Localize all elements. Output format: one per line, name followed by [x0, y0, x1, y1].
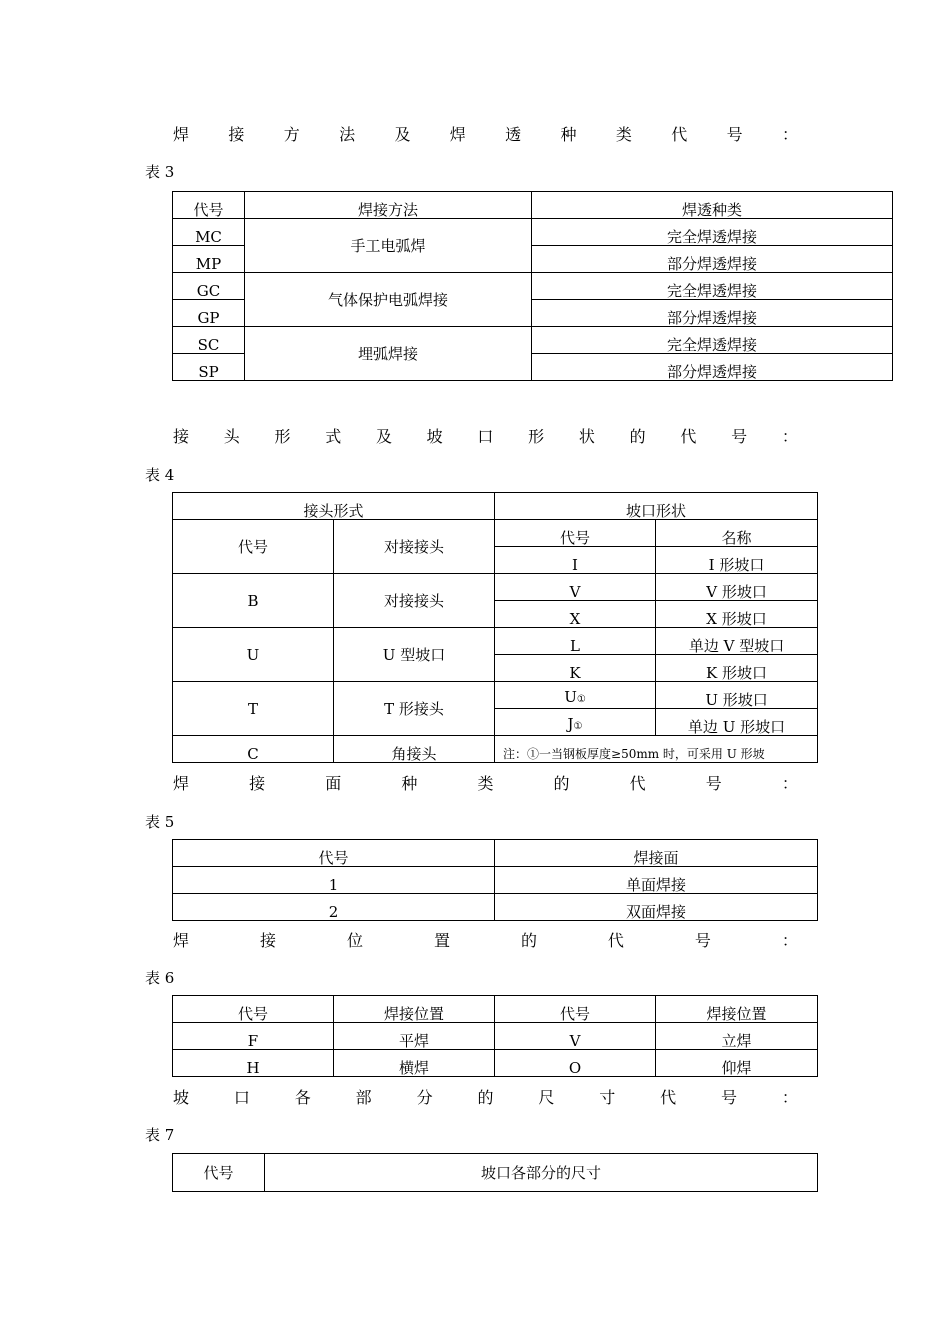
type-cell: 部分焊透焊接 [532, 300, 893, 327]
type-cell: 部分焊透焊接 [532, 246, 893, 273]
header-type: 焊透种类 [532, 192, 893, 219]
heading-char: 代 [629, 774, 646, 793]
heading-char: 号 [721, 1088, 738, 1107]
heading-char: 焊 [173, 125, 190, 144]
code-cell: V [495, 1023, 656, 1050]
heading-char: 法 [339, 125, 356, 144]
heading-char: 口 [233, 1088, 250, 1107]
code-cell: MP [173, 246, 245, 273]
heading-char: 置 [433, 931, 450, 950]
heading-char: 口 [477, 427, 494, 446]
position-cell: 横焊 [334, 1050, 495, 1077]
joint-code-cell: C [173, 736, 334, 763]
heading-char: 的 [477, 1088, 494, 1107]
method-cell: 埋弧焊接 [245, 327, 532, 381]
heading-char: 部 [355, 1088, 372, 1107]
heading-char: 号 [726, 125, 743, 144]
code-cell: 2 [173, 894, 495, 921]
groove-code: J [567, 715, 574, 733]
joint-name-cell: 对接接头 [334, 520, 495, 574]
groove-name-cell: V 形坡口 [656, 574, 818, 601]
heading-char: 形 [274, 427, 291, 446]
heading-char: 及 [375, 427, 392, 446]
section-5-heading [173, 774, 798, 794]
header-code: 代号 [173, 192, 245, 219]
groove-code-cell: V [495, 574, 656, 601]
table-5 [172, 839, 818, 921]
code-cell: GP [173, 300, 245, 327]
joint-code-cell: U [173, 628, 334, 682]
section-4-heading [173, 427, 798, 447]
joint-name-cell: 角接头 [334, 736, 495, 763]
heading-char: 及 [394, 125, 411, 144]
table-3 [172, 191, 893, 381]
code-cell: GC [173, 273, 245, 300]
groove-name-cell: K 形坡口 [656, 655, 818, 682]
footnote-mark: ① [573, 721, 583, 732]
heading-char: 代 [671, 125, 688, 144]
heading-char: 形 [528, 427, 545, 446]
heading-char: 接 [228, 125, 245, 144]
table-5-label: 表 5 [145, 813, 175, 831]
position-cell: 立焊 [656, 1023, 818, 1050]
table-7 [172, 1153, 818, 1192]
joint-name-cell: T 形接头 [334, 682, 495, 736]
header-joint-form: 接头形式 [173, 493, 495, 520]
section-7-heading [173, 1088, 798, 1108]
code-cell: SP [173, 354, 245, 381]
groove-name-cell: 单边 V 型坡口 [656, 628, 818, 655]
header-groove-name: 名称 [656, 520, 818, 547]
table-6-label: 表 6 [145, 969, 175, 987]
heading-char: 状 [578, 427, 595, 446]
heading-char: 分 [416, 1088, 433, 1107]
section-6-heading [173, 931, 798, 951]
heading-char: 类 [615, 125, 632, 144]
heading-char: 种 [560, 125, 577, 144]
groove-code-cell [495, 682, 656, 709]
heading-char: ： [781, 1088, 798, 1107]
header-groove-shape: 坡口形状 [495, 493, 818, 520]
heading-char: 号 [705, 774, 722, 793]
face-cell: 单面焊接 [495, 867, 818, 894]
footnote: 注：①一当钢板厚度≥50mm 时，可采用 U 形坡 [495, 736, 818, 763]
heading-char: 焊 [173, 931, 190, 950]
groove-name-cell: 单边 U 形坡口 [656, 709, 818, 736]
face-cell: 双面焊接 [495, 894, 818, 921]
code-cell: F [173, 1023, 334, 1050]
header-groove-dimensions: 坡口各部分的尺寸 [265, 1154, 818, 1192]
heading-char: ： [781, 931, 798, 950]
type-cell: 完全焊透焊接 [532, 327, 893, 354]
position-cell: 平焊 [334, 1023, 495, 1050]
heading-char: 寸 [599, 1088, 616, 1107]
groove-name-cell: X 形坡口 [656, 601, 818, 628]
header-code: 代号 [495, 996, 656, 1023]
type-cell: 完全焊透焊接 [532, 273, 893, 300]
heading-char: 方 [283, 125, 300, 144]
joint-code-cell: B [173, 574, 334, 628]
code-cell: MC [173, 219, 245, 246]
header-face: 焊接面 [495, 840, 818, 867]
groove-code-cell: K [495, 655, 656, 682]
groove-name-cell: I 形坡口 [656, 547, 818, 574]
footnote-mark: ① [576, 694, 586, 705]
joint-name-cell: 对接接头 [334, 574, 495, 628]
heading-char: 坡 [426, 427, 443, 446]
groove-code-cell: L [495, 628, 656, 655]
heading-char: ： [781, 125, 798, 144]
heading-char: 接 [259, 931, 276, 950]
header-code: 代号 [173, 1154, 265, 1192]
heading-char: 焊 [449, 125, 466, 144]
table-4-label: 表 4 [145, 466, 175, 484]
header-joint-code: 代号 [173, 520, 334, 574]
heading-char: 各 [294, 1088, 311, 1107]
header-method: 焊接方法 [245, 192, 532, 219]
type-cell: 完全焊透焊接 [532, 219, 893, 246]
header-code: 代号 [173, 840, 495, 867]
method-cell: 气体保护电弧焊接 [245, 273, 532, 327]
heading-char: 尺 [538, 1088, 555, 1107]
heading-char: 接 [173, 427, 190, 446]
code-cell: H [173, 1050, 334, 1077]
table-4 [172, 492, 818, 763]
heading-char: 面 [325, 774, 342, 793]
heading-char: 类 [477, 774, 494, 793]
groove-code-cell [495, 709, 656, 736]
table-7-label: 表 7 [145, 1126, 175, 1144]
heading-char: 代 [660, 1088, 677, 1107]
heading-char: 种 [401, 774, 418, 793]
heading-char: 透 [505, 125, 522, 144]
heading-char: ： [781, 774, 798, 793]
heading-char: 号 [694, 931, 711, 950]
code-cell: O [495, 1050, 656, 1077]
type-cell: 部分焊透焊接 [532, 354, 893, 381]
code-cell: 1 [173, 867, 495, 894]
table-6 [172, 995, 818, 1077]
heading-char: 代 [680, 427, 697, 446]
heading-char: 号 [731, 427, 748, 446]
method-cell: 手工电弧焊 [245, 219, 532, 273]
section-3-heading [173, 125, 798, 145]
groove-code-cell: I [495, 547, 656, 574]
heading-char: 的 [553, 774, 570, 793]
heading-char: 头 [223, 427, 240, 446]
header-position: 焊接位置 [656, 996, 818, 1023]
heading-char: 接 [249, 774, 266, 793]
header-code: 代号 [173, 996, 334, 1023]
table-3-label: 表 3 [145, 163, 175, 181]
heading-char: 坡 [173, 1088, 190, 1107]
header-groove-code: 代号 [495, 520, 656, 547]
heading-char: 位 [346, 931, 363, 950]
groove-code: U [564, 688, 577, 706]
joint-code-cell: T [173, 682, 334, 736]
heading-char: ： [781, 427, 798, 446]
groove-name-cell: U 形坡口 [656, 682, 818, 709]
heading-char: 的 [520, 931, 537, 950]
groove-code-cell: X [495, 601, 656, 628]
joint-name-cell: U 型坡口 [334, 628, 495, 682]
header-position: 焊接位置 [334, 996, 495, 1023]
code-cell: SC [173, 327, 245, 354]
heading-char: 代 [607, 931, 624, 950]
heading-char: 的 [629, 427, 646, 446]
heading-char: 焊 [173, 774, 190, 793]
position-cell: 仰焊 [656, 1050, 818, 1077]
heading-char: 式 [325, 427, 342, 446]
